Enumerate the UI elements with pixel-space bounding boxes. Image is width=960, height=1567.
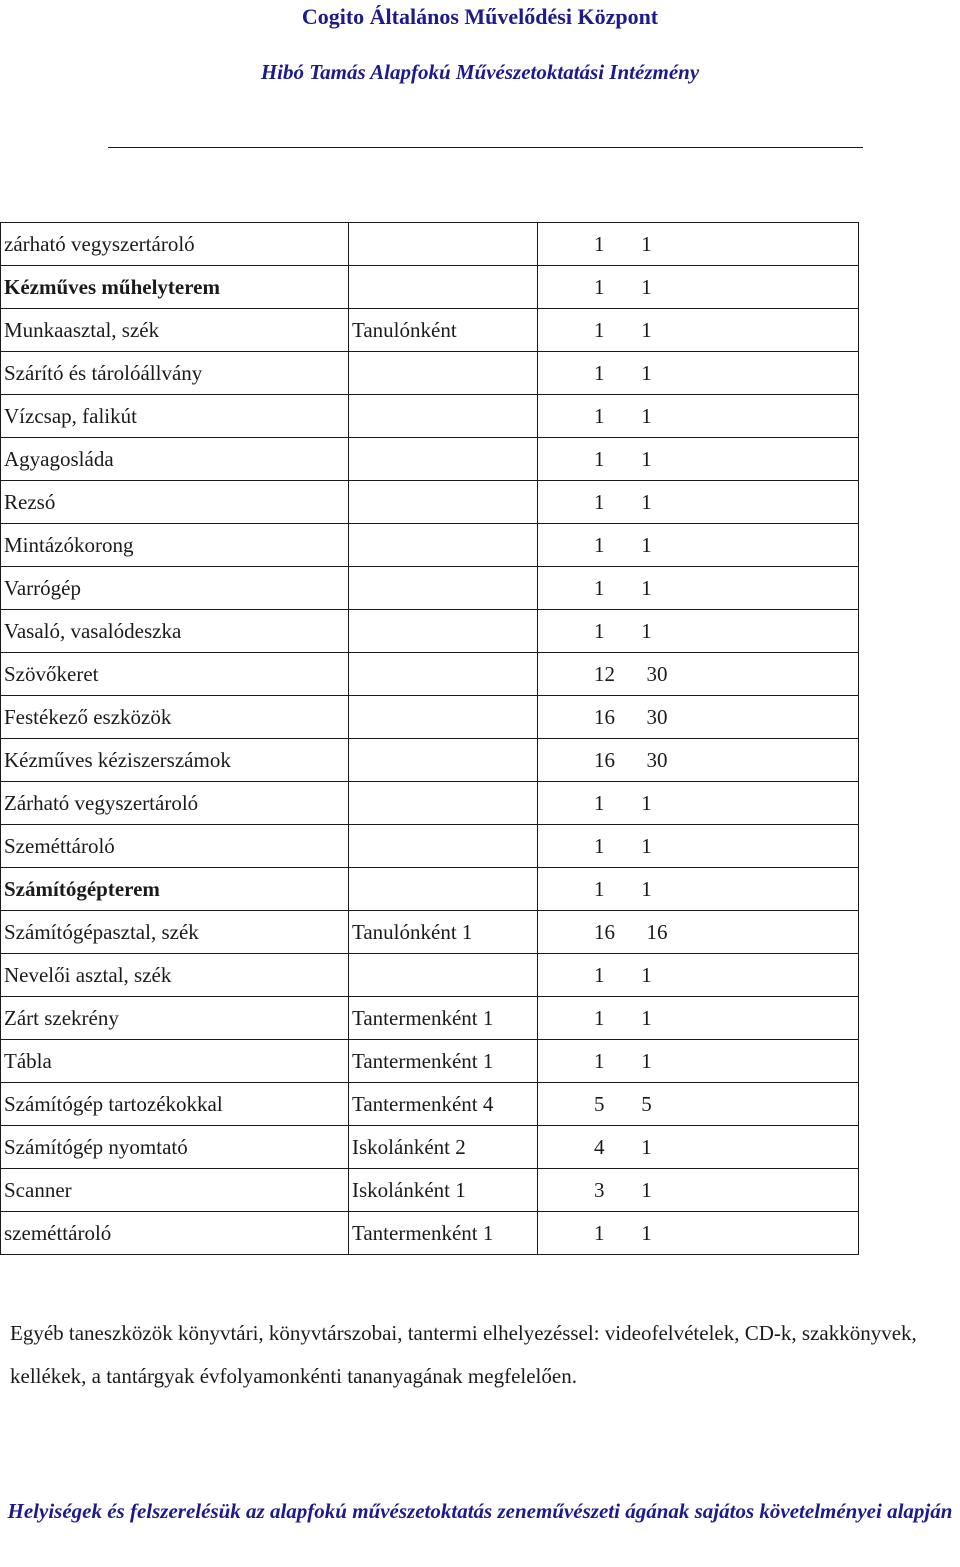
basis-cell [349, 567, 538, 610]
header-divider [108, 147, 863, 148]
item-cell: szeméttároló [1, 1212, 349, 1255]
count-cell: 1 1 [538, 309, 859, 352]
count-cell: 1 1 [538, 524, 859, 567]
table-row [1, 825, 859, 868]
count-cell: 1 1 [538, 438, 859, 481]
table-row [1, 868, 859, 911]
basis-cell [349, 524, 538, 567]
item-cell: Festékező eszközök [1, 696, 349, 739]
table-row [1, 1212, 859, 1255]
institution-title: Cogito Általános Művelődési Központ [301, 4, 659, 29]
count-cell: 1 1 [538, 395, 859, 438]
item-cell: Nevelői asztal, szék [1, 954, 349, 997]
basis-cell [349, 223, 538, 266]
item-cell: zárható vegyszertároló [1, 223, 349, 266]
basis-cell [349, 266, 538, 309]
table-row [1, 1040, 859, 1083]
table-row [1, 481, 859, 524]
basis-cell: Tantermenként 4 [349, 1083, 538, 1126]
item-cell: Vasaló, vasalódeszka [1, 610, 349, 653]
item-cell: Szárító és tárolóállvány [1, 352, 349, 395]
count-cell: 1 1 [538, 997, 859, 1040]
item-cell: Szövőkeret [1, 653, 349, 696]
table-row [1, 696, 859, 739]
table-row [1, 266, 859, 309]
item-cell: Számítógépterem [1, 868, 349, 911]
item-cell: Vízcsap, falikút [1, 395, 349, 438]
basis-cell: Tantermenként 1 [349, 1040, 538, 1083]
basis-cell [349, 696, 538, 739]
count-cell: 16 30 [538, 739, 859, 782]
basis-cell [349, 438, 538, 481]
item-cell: Kézműves kéziszerszámok [1, 739, 349, 782]
item-cell: Kézműves műhelyterem [1, 266, 349, 309]
basis-cell [349, 825, 538, 868]
count-cell: 16 30 [538, 696, 859, 739]
table-row [1, 352, 859, 395]
count-cell: 1 1 [538, 266, 859, 309]
count-cell: 16 16 [538, 911, 859, 954]
table-row [1, 1083, 859, 1126]
basis-cell [349, 782, 538, 825]
basis-cell [349, 954, 538, 997]
item-cell: Zárható vegyszertároló [1, 782, 349, 825]
school-subtitle: Hibó Tamás Alapfokú Művészetoktatási Intézmény [260, 60, 700, 84]
table-row [1, 739, 859, 782]
table-row [1, 610, 859, 653]
table-row [1, 524, 859, 567]
table-row [1, 954, 859, 997]
table-row [1, 997, 859, 1040]
table-row [1, 438, 859, 481]
table-row [1, 567, 859, 610]
count-cell: 4 1 [538, 1126, 859, 1169]
basis-cell [349, 653, 538, 696]
count-cell: 1 1 [538, 825, 859, 868]
count-cell: 1 1 [538, 782, 859, 825]
table-row [1, 911, 859, 954]
item-cell: Szeméttároló [1, 825, 349, 868]
table-row [1, 395, 859, 438]
item-cell: Scanner [1, 1169, 349, 1212]
basis-cell [349, 610, 538, 653]
section-heading: Helyiségek és felszerelésük az alapfokú művészetoktatás zeneművészeti ágának sajátos követelményei alapján [7, 1499, 953, 1523]
table-row [1, 782, 859, 825]
item-cell: Agyagosláda [1, 438, 349, 481]
item-cell: Zárt szekrény [1, 997, 349, 1040]
count-cell: 1 1 [538, 352, 859, 395]
item-cell: Varrógép [1, 567, 349, 610]
basis-cell: Iskolánként 1 [349, 1169, 538, 1212]
count-cell: 1 1 [538, 610, 859, 653]
basis-cell [349, 868, 538, 911]
count-cell: 1 1 [538, 1212, 859, 1255]
count-cell: 1 1 [538, 1040, 859, 1083]
item-cell: Számítógép tartozékokkal [1, 1083, 349, 1126]
other-equipment-note: Egyéb taneszközök könyvtári, könyvtárszobai, tantermi elhelyezéssel: videofelvételek, CD-k, szakkönyvek, kellékek, a tantárgyak évfolyamonkénti tananyagának megfelelően. [10, 1321, 917, 1388]
count-cell: 1 1 [538, 868, 859, 911]
table-row [1, 653, 859, 696]
table-row [1, 223, 859, 266]
basis-cell: Tanulónként [349, 309, 538, 352]
basis-cell: Tantermenként 1 [349, 997, 538, 1040]
count-cell: 1 1 [538, 223, 859, 266]
count-cell: 5 5 [538, 1083, 859, 1126]
count-cell: 1 1 [538, 567, 859, 610]
item-cell: Mintázókorong [1, 524, 349, 567]
basis-cell: Iskolánként 2 [349, 1126, 538, 1169]
table-row [1, 1126, 859, 1169]
item-cell: Számítógép nyomtató [1, 1126, 349, 1169]
basis-cell [349, 739, 538, 782]
basis-cell: Tanulónként 1 [349, 911, 538, 954]
count-cell: 1 1 [538, 954, 859, 997]
item-cell: Munkaasztal, szék [1, 309, 349, 352]
equipment-table [0, 222, 859, 1255]
count-cell: 12 30 [538, 653, 859, 696]
basis-cell [349, 352, 538, 395]
basis-cell [349, 481, 538, 524]
basis-cell [349, 395, 538, 438]
table-row [1, 309, 859, 352]
item-cell: Tábla [1, 1040, 349, 1083]
table-row [1, 1169, 859, 1212]
item-cell: Számítógépasztal, szék [1, 911, 349, 954]
basis-cell: Tantermenként 1 [349, 1212, 538, 1255]
count-cell: 1 1 [538, 481, 859, 524]
count-cell: 3 1 [538, 1169, 859, 1212]
item-cell: Rezsó [1, 481, 349, 524]
